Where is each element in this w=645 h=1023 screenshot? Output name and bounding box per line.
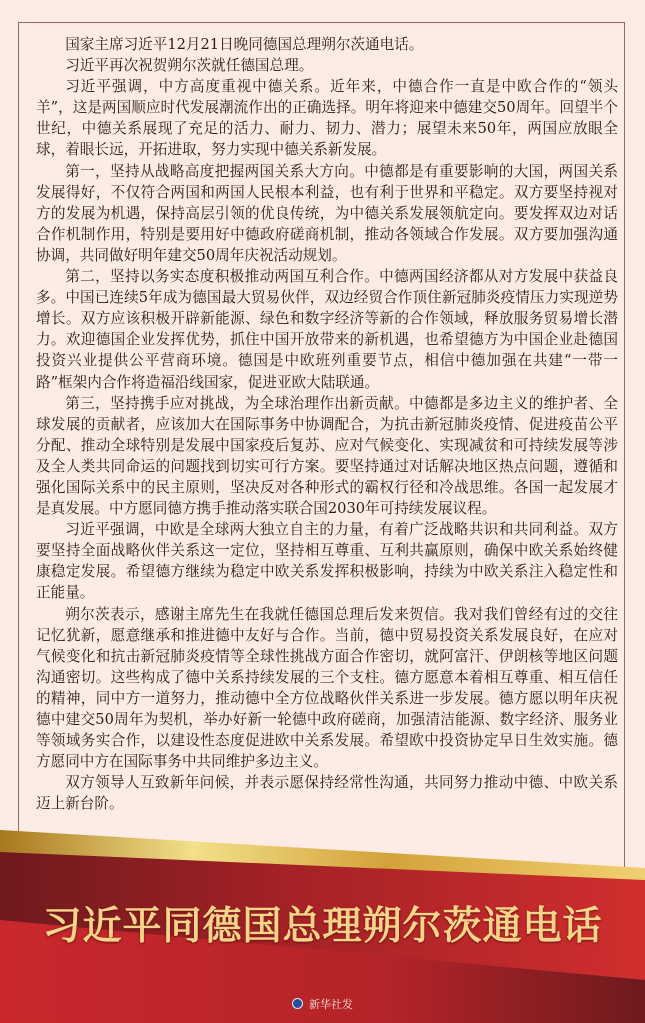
source-label: 新华社发 [309,998,353,1011]
source-credit [0,996,645,1012]
paragraph: 第三，坚持携手应对挑战，为全球治理作出新贡献。中德都是多边主义的维护者、全球发展的贡献者，应该加大在国际事务中协调配合，为抗击新冠肺炎疫情、促进疫苗公平分配、推动全球特别是发展中国家疫后复苏、应对气候变化、实现减贫和可持续发展等涉及全人类共同命运的问题找到切实可行方案。要坚持通过对话解决地区热点问题，遵循和强化国际关系中的民主原则，坚决反对各种形式的霸权行径和冷战思维。各国一起发展才是真发展。中方愿同德方携手推动落实联合国2030年可持续发展议程。 [36,394,618,518]
poster-title: 习近平同德国总理朔尔茨通电话 [42,903,603,949]
paragraph: 双方领导人互致新年问候，并表示愿保持经常性沟通，共同努力推动中德、中欧关系迈上新台阶。 [36,774,618,813]
article-body [36,34,618,814]
xinhua-logo-icon [292,998,303,1009]
paragraph: 朔尔茨表示，感谢主席先生在我就任德国总理后发来贺信。我对我们曾经有过的交往记忆犹新，愿意继承和推进德中友好与合作。当前，德中贸易投资关系发展良好，在应对气候变化和抗击新冠肺炎疫情等全球性挑战方面合作密切，就阿富汗、伊朗核等地区问题沟通密切。这些构成了德中关系持续发展的三个支柱。德方愿意本着相互尊重、相互信任的精神，同中方一道努力，推动德中全方位战略伙伴关系进一步发展。德方愿以明年庆祝德中建交50周年为契机，举办好新一轮德中政府磋商，加强清洁能源、数字经济、服务业等领域务实合作，以建设性态度促进欧中关系发展。希望欧中投资协定早日生效实施。德方愿同中方在国际事务中共同维护多边主义。 [36,605,618,771]
paragraph: 第一，坚持从战略高度把握两国关系大方向。中德都是有重要影响的大国，两国关系发展得好，不仅符合两国和两国人民根本利益，也有利于世界和平稳定。双方要坚持视对方的发展为机遇，保持高层引领的优良传统，为中德关系发展领航定向。要发挥双边对话合作机制作用，特别是要用好中德政府磋商机制，推动各领域合作发展。双方要加强沟通协调，共同做好明年建交50周年庆祝活动规划。 [36,162,618,264]
paragraph: 国家主席习近平12月21日晚同德国总理朔尔茨通电话。 [65,36,424,53]
paragraph: 习近平强调，中方高度重视中德关系。近年来，中德合作一直是中欧合作的“领头羊”，这是两国顺应时代发展潮流作出的正确选择。明年将迎来中德建交50周年。回望半个世纪，中德关系展现了充足的活力、耐力、韧力、潜力；展望未来50年，两国应放眼全球，着眼长远，开拓进取，努力实现中德关系新发展。 [36,78,618,159]
paragraph: 第二，坚持以务实态度积极推动两国互利合作。中德两国经济都从对方发展中获益良多。中国已连续5年成为德国最大贸易伙伴，双边经贸合作顶住新冠肺炎疫情压力实现逆势增长。双方应该积极开辟新能源、绿色和数字经济等新的合作领域，释放服务贸易增长潜力。欢迎德国企业发挥优势，抓住中国开放带来的新机遇，也希望德方为中国企业赴德国投资兴业提供公平营商环境。德国是中欧班列重要节点，相信中德加强在共建“一带一路”框架内合作将造福沿线国家，促进亚欧大陆联通。 [36,268,618,391]
paragraph: 习近平强调，中欧是全球两大独立自主的力量，有着广泛战略共识和共同利益。双方要坚持全面战略伙伴关系这一定位，坚持相互尊重、互利共赢原则，确保中欧关系始终健康稳定发展。希望德方继续为稳定中欧关系发挥积极影响，持续为中欧关系注入稳定性和正能量。 [36,521,618,602]
paragraph: 习近平再次祝贺朔尔茨就任德国总理。 [65,57,314,75]
